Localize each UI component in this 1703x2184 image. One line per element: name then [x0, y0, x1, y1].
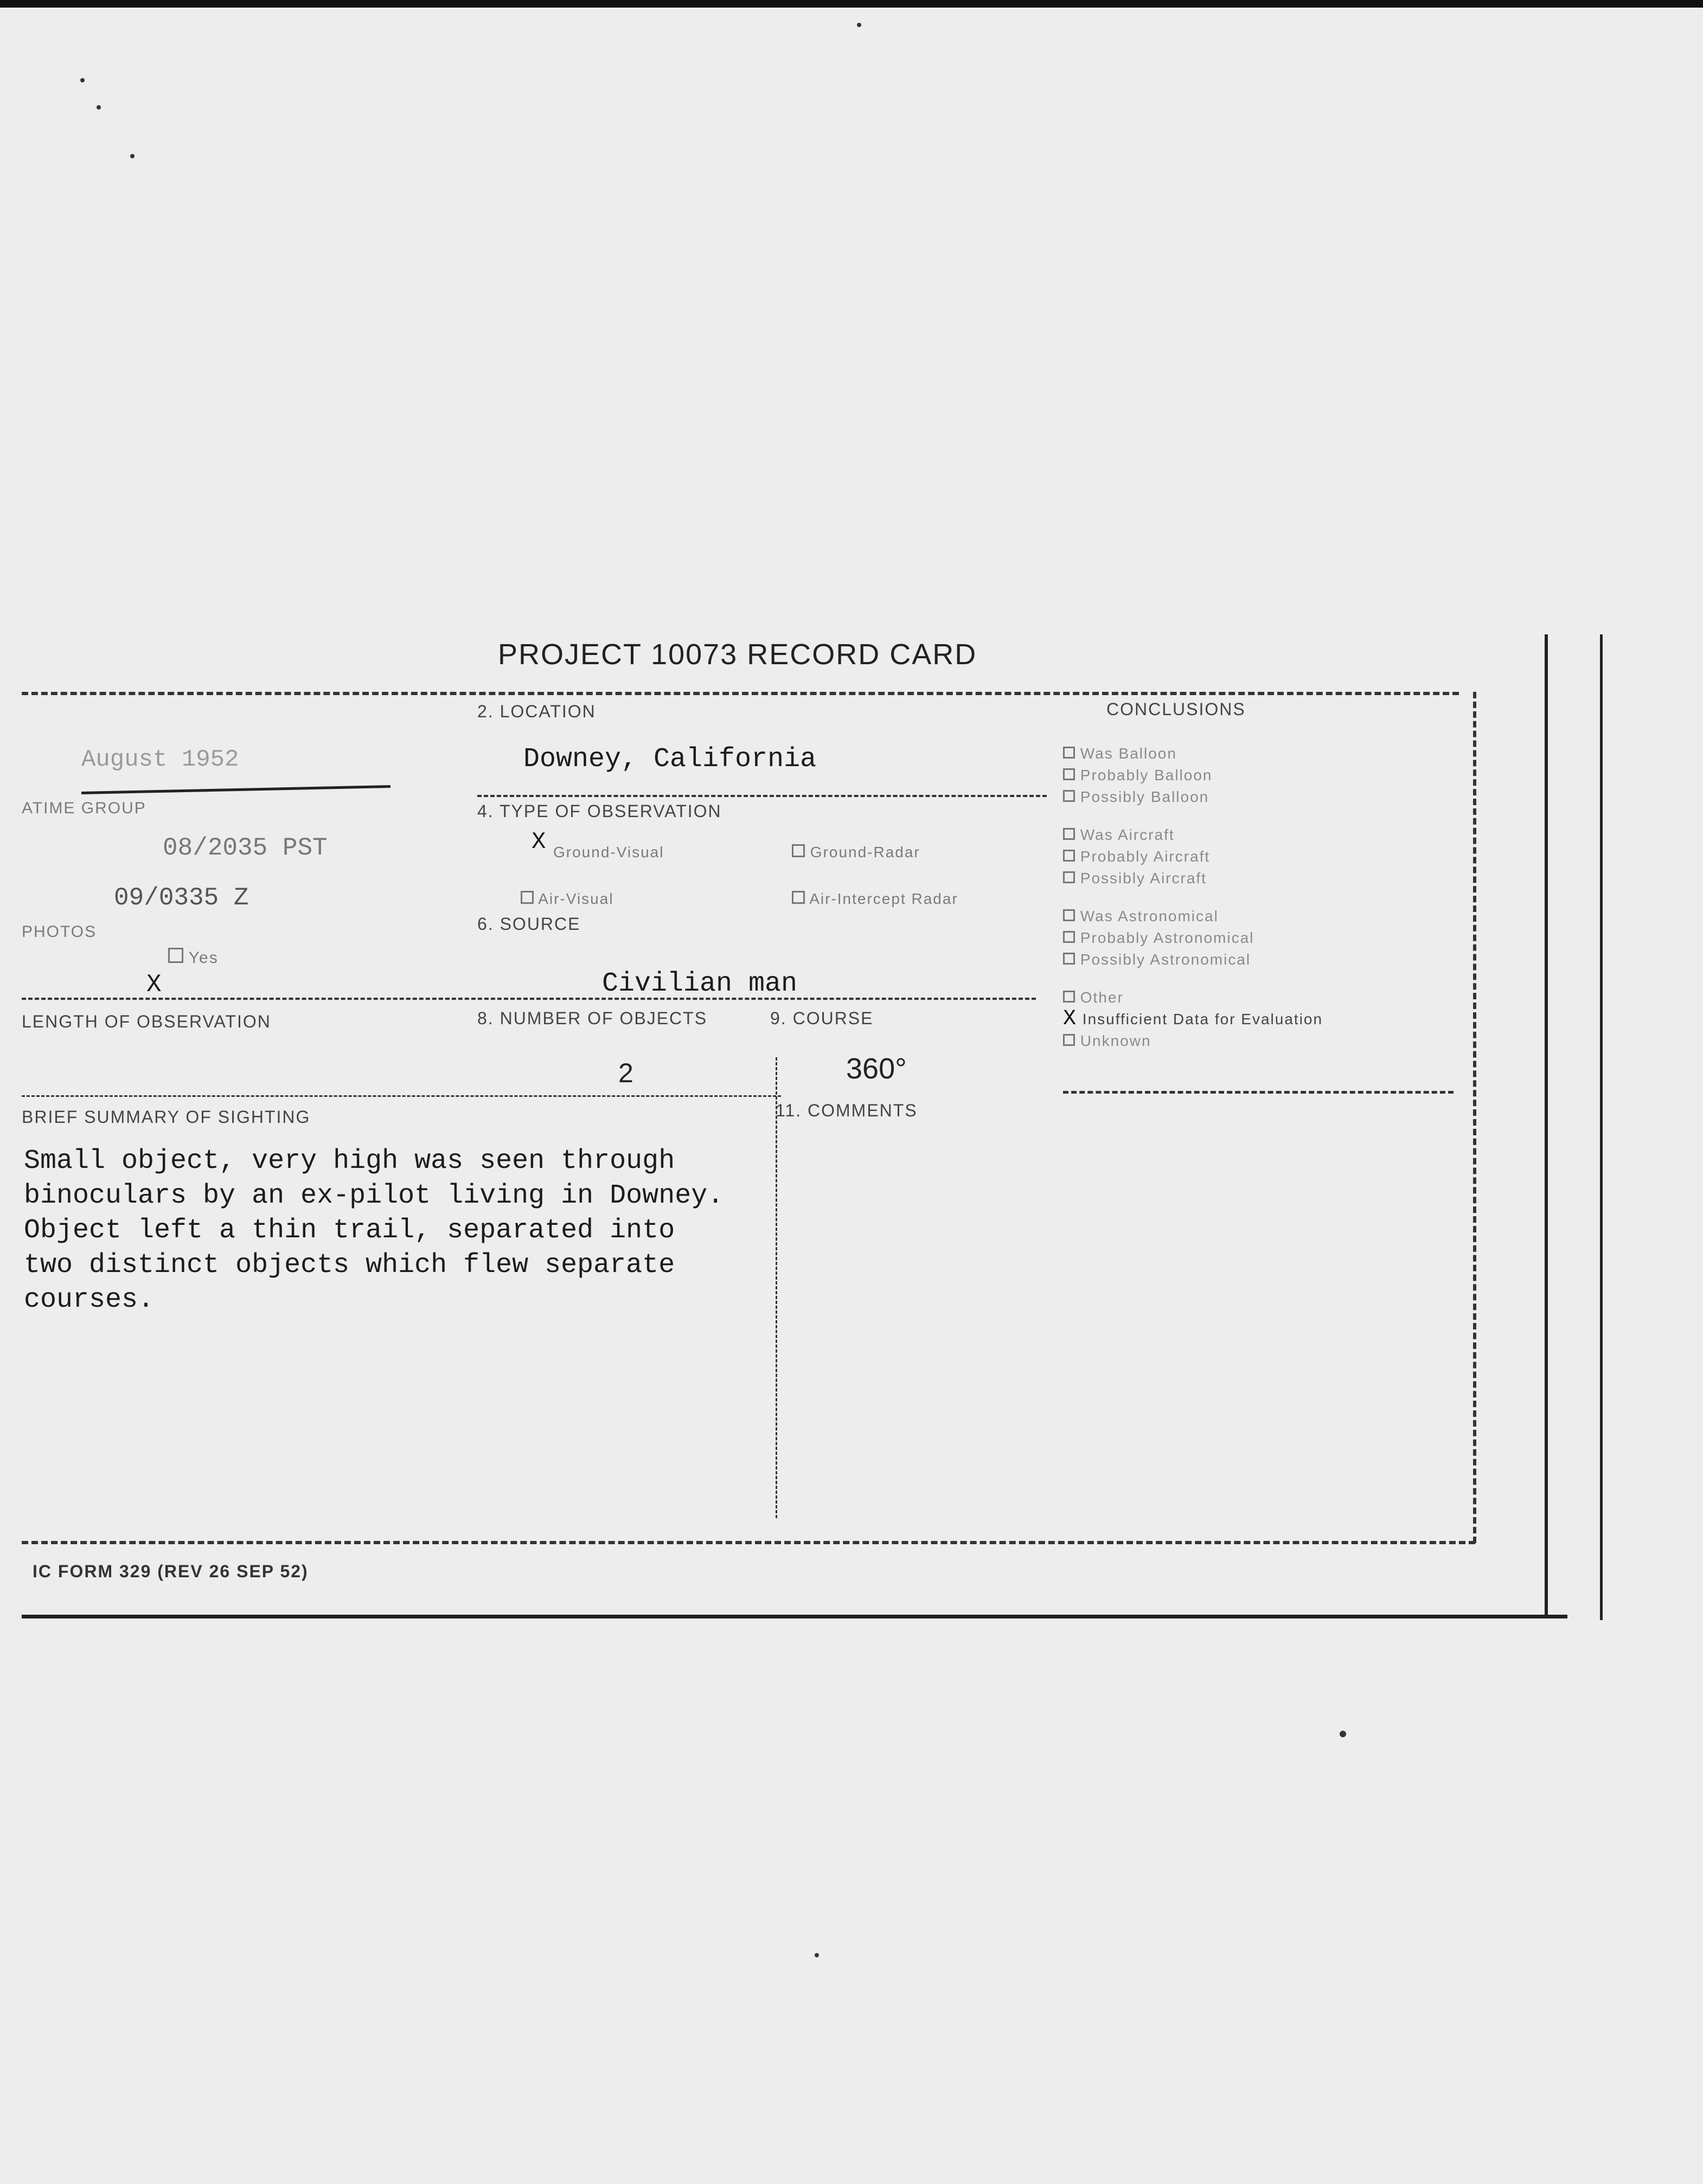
checkbox-icon [1063, 790, 1075, 802]
checkbox-icon [1063, 991, 1075, 1003]
conclusion-item: Probably Astronomical [1063, 927, 1323, 949]
checkbox-icon [1063, 747, 1075, 759]
source-value: Civilian man [602, 968, 798, 999]
conclusion-item: Other [1063, 987, 1323, 1009]
type-ground-radar-option: Ground-Radar [792, 844, 920, 861]
summary-text [24, 1144, 724, 1318]
card-stack-right-line-outer [1600, 634, 1603, 1620]
scan-speck [130, 154, 135, 158]
photos-yes-option: Yes [168, 948, 219, 967]
conclusion-item: Probably Balloon [1063, 765, 1323, 786]
time-second-value: 09/0335 Z [114, 884, 249, 912]
conclusions-label: CONCLUSIONS [1106, 699, 1246, 719]
conclusion-item: Possibly Balloon [1063, 786, 1323, 808]
card-stack-right-line [1545, 634, 1548, 1616]
scan-top-edge [0, 0, 1703, 8]
conclusion-item: Probably Aircraft [1063, 846, 1323, 868]
photos-label: PHOTOS [22, 923, 97, 941]
type-check-mark: X [532, 828, 546, 856]
checkbox-icon [1063, 871, 1075, 883]
card-stack-bottom-line [22, 1615, 1567, 1618]
scan-speck [857, 23, 861, 27]
row-divider [22, 998, 1036, 1000]
summary-divider [22, 1095, 781, 1097]
checkbox-icon [1063, 909, 1075, 921]
card-right-border [1473, 692, 1476, 1543]
summary-label: BRIEF SUMMARY OF SIGHTING [22, 1107, 311, 1127]
checkbox-icon [1063, 1034, 1075, 1046]
form-number: IC FORM 329 (REV 26 SEP 52) [33, 1562, 309, 1581]
course-value: 360° [846, 1052, 907, 1085]
location-value: Downey, California [523, 744, 817, 775]
location-label: 2. LOCATION [477, 702, 596, 721]
scan-speck [1340, 1731, 1346, 1737]
card-title: PROJECT 10073 RECORD CARD [498, 638, 977, 671]
conclusion-item: Was Balloon [1063, 743, 1323, 765]
conclusion-item: Was Aircraft [1063, 824, 1323, 846]
conclusion-item: Possibly Aircraft [1063, 868, 1323, 889]
summary-line: Object left a thin trail, separated into [24, 1215, 675, 1246]
type-air-intercept-option: Air-Intercept Radar [792, 890, 958, 908]
checkbox-icon [1063, 953, 1075, 965]
checkbox-icon [792, 844, 805, 857]
comments-divider [776, 1057, 777, 1518]
conclusion-item: Was Astronomical [1063, 905, 1323, 927]
summary-line: Small object, very high was seen through [24, 1146, 675, 1177]
summary-line: two distinct objects which flew separate [24, 1250, 675, 1281]
comments-label: 11. COMMENTS [776, 1101, 918, 1120]
time-group-value: 08/2035 PST [163, 834, 328, 862]
location-divider [477, 795, 1047, 797]
conclusion-item-checked: X Insufficient Data for Evaluation [1063, 1007, 1323, 1031]
source-label: 6. SOURCE [477, 914, 581, 934]
scanned-page [22, 12, 1670, 2175]
number-label: 8. NUMBER OF OBJECTS [477, 1009, 708, 1028]
summary-line: binoculars by an ex-pilot living in Downey. [24, 1180, 724, 1211]
checkbox-icon [792, 891, 805, 904]
checkbox-icon [1063, 768, 1075, 780]
type-air-visual-option: Air-Visual [521, 890, 614, 908]
scan-speck [97, 105, 101, 110]
summary-line: courses. [24, 1284, 155, 1315]
course-label: 9. COURSE [770, 1009, 874, 1028]
conclusion-item: Possibly Astronomical [1063, 949, 1323, 971]
checkbox-icon [168, 948, 183, 963]
checkbox-icon [1063, 850, 1075, 862]
checkbox-icon [521, 891, 534, 904]
number-value: 2 [618, 1058, 633, 1088]
conclusion-item: Unknown [1063, 1030, 1323, 1052]
conclusions-divider [1063, 1091, 1454, 1094]
checkbox-icon [1063, 931, 1075, 943]
photos-no-mark: X [146, 971, 162, 999]
card-top-border [22, 692, 1459, 695]
scan-speck [80, 78, 85, 82]
checkbox-icon [1063, 828, 1075, 840]
scan-speck [815, 1953, 819, 1957]
conclusions-list [1063, 743, 1323, 1052]
card-bottom-border [22, 1541, 1475, 1544]
length-label: LENGTH OF OBSERVATION [22, 1012, 271, 1031]
type-ground-visual: Ground-Visual [553, 844, 664, 860]
date-value: August 1952 [81, 746, 239, 773]
type-label: 4. TYPE OF OBSERVATION [477, 801, 722, 821]
time-group-label: ATIME GROUP [22, 799, 146, 817]
